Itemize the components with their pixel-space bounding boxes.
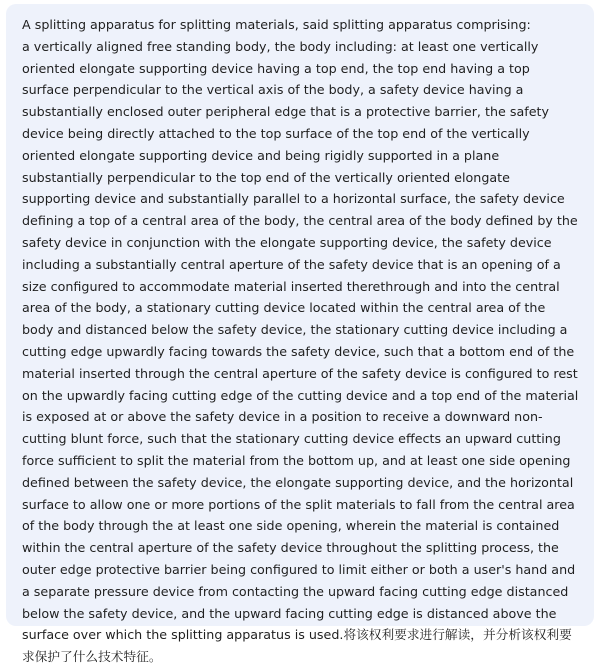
claim-body: a vertically aligned free standing body, the body including: at least one vertically oriented elongate supporting device having a top end, the top end having a top surface perpendicular to the vertical axis of the body, a safety device having a substantially enclosed outer peripheral edge that is a protective barrier, the safety device being directly attached to the top surface of the top end of the vertically oriented elongate supporting device and being rigidly supported in a plane substantially perpendicular to the top end of the vertically oriented elongate supporting device and substantially parallel to a horizontal surface, the safety device defining a top of a central area of the body, the central area of the body defined by the safety device in conjunction with the elongate supporting device, the safety device including a substantially central aperture of the safety device that is an opening of a size configured to accommodate material inserted therethrough and into the central area of the body, a stationary cutting device located within the central area of the body and distanced below the safety device, the stationary cutting device including a cutting edge upwardly facing towards the safety device, such that a bottom end of the material inserted through the central aperture of the safety device is configured to rest on the upwardly facing cutting edge of the cutting device and a top end of the material is exposed at or above the safety device in a position to receive a downward non-cutting blunt force, such that the stationary cutting device effects an upward cutting force sufficient to split the material from the bottom up, and at least one side opening defined between the safety device, the elongate supporting device, and the horizontal surface to allow one or more portions of the split materials to fall from the central area of the body through the at least one side opening, wherein the material is contained within the central aperture of the safety device throughout the splitting process, the outer edge protective barrier being configured to limit either or both a user's hand and a separate pressure device from contacting the upward facing cutting edge distanced below the safety device, and the upward facing cutting edge is distanced above the surface over which the splitting apparatus is used. [22,38,579,643]
user-message-bubble [6,4,594,665]
question-text: 将该权利要求进行解读，并分析该权利要求保护了什么技术特征。 [22,627,572,665]
claim-intro: A splitting apparatus for splitting materials, said splitting apparatus comprising: [22,17,531,32]
claim-text [22,36,580,668]
